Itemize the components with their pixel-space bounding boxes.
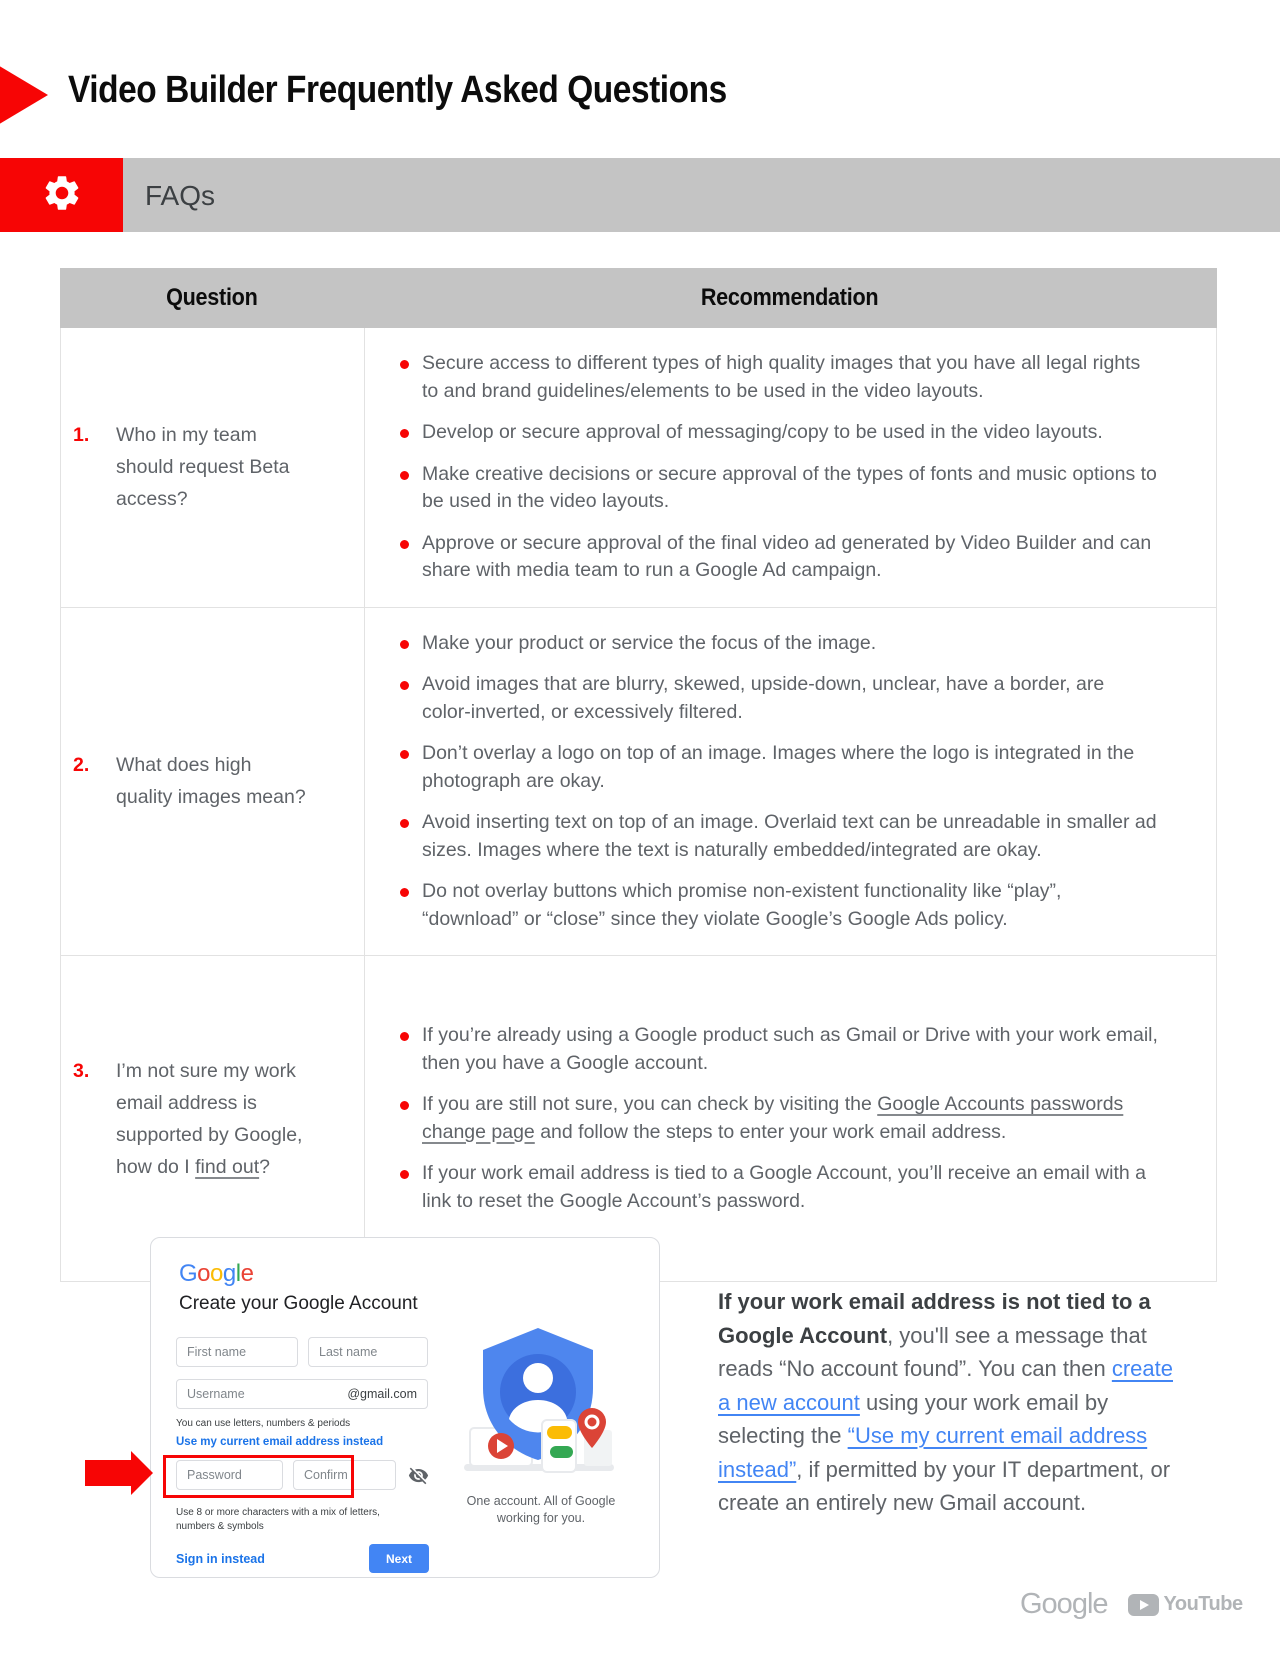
footer-logos [1020,1588,1243,1621]
gmail-domain-suffix: @gmail.com [347,1387,417,1401]
question-cell [61,608,364,956]
recommendation-bullet [400,809,1158,864]
bullet-text [422,1022,1158,1077]
text-segment: Do not overlay buttons which promise non-existent functionality like “play”, “download” or “close” since they violate Google’s Google Ads policy. [422,880,1062,930]
question-cell [61,956,364,1281]
bullet-text [422,1091,1158,1146]
recommendation-bullet [400,530,1158,585]
bullet-dot-icon [400,540,409,549]
text-segment: using your work email by selecting the [718,1389,1109,1448]
username-help-text: You can use letters, numbers & periods [176,1418,351,1429]
logo-letter: e [240,1260,254,1287]
recommendation-bullet [400,461,1158,516]
shield-account-illustration [446,1326,631,1481]
recommendation-cell [364,608,1216,956]
bullet-text [422,461,1158,516]
youtube-logo [1128,1593,1243,1616]
bullet-dot-icon [400,819,409,828]
logo-letter: l [235,1260,241,1287]
bullet-text [422,809,1158,864]
faq-row [61,328,1216,607]
use-current-email-link: Use my current email address instead [176,1436,384,1448]
section-label: FAQs [145,180,216,211]
last-name-field: Last name [308,1337,428,1367]
logo-letter: o [197,1260,211,1287]
bullet-dot-icon [400,429,409,438]
text-segment: Avoid images that are blurry, skewed, upside-down, unclear, have a border, are color-inverted, or excessively filtered. [422,673,1105,723]
bullet-text [422,740,1158,795]
recommendation-bullet [400,1091,1158,1146]
text-segment: , you'll see a message that reads “No account found”. You can then [718,1322,1147,1381]
text-segment: Who in my team should request Beta access? [116,424,290,511]
google-logo [179,1260,253,1288]
text-segment: Approve or secure approval of the final video ad generated by Video Builder and can share with media team to run a Google Ad campaign. [422,531,1152,581]
confirm-password-field: Confirm [293,1460,396,1490]
question-text [116,749,311,813]
bullet-text [422,671,1158,726]
next-button: Next [369,1544,429,1573]
bullet-dot-icon [400,471,409,480]
visibility-off-icon [408,1465,429,1486]
password-help-text: Use 8 or more characters with a mix of letters, numbers & symbols [176,1507,380,1532]
recommendation-column-header: Recommendation [701,284,879,311]
bullet-dot-icon [400,888,409,897]
inline-link[interactable]: create a new account [718,1356,1173,1415]
question-text [116,1055,311,1183]
text-segment: ? [259,1155,270,1178]
inline-link[interactable]: Google Accounts passwords change page [422,1093,1124,1143]
text-segment: I’m not sure my work email address is supported by Google, how do I [116,1059,303,1178]
faq-table [60,268,1217,1282]
bullet-dot-icon [400,1101,409,1110]
recommendation-bullet [400,1022,1158,1077]
text-segment: and follow the steps to enter your work email address. [534,1120,1007,1143]
illustration-caption: One account. All of Google working for you. [466,1494,616,1525]
question-number: 3. [73,1059,90,1082]
google-signup-screenshot [150,1237,660,1578]
google-wordmark: Google [1020,1588,1108,1620]
youtube-play-icon [1128,1594,1159,1616]
recommendation-cell [364,956,1216,1281]
recommendation-bullet [400,878,1158,933]
bullet-dot-icon [400,640,409,649]
youtube-wordmark: YouTube [1163,1593,1243,1615]
bullet-text [422,530,1158,585]
bullet-dot-icon [400,360,409,369]
sign-in-instead-link: Sign in instead [176,1552,265,1566]
gear-icon [41,172,83,219]
recommendation-bullet [400,630,1158,658]
question-column-header: Question [165,284,258,311]
bullet-text [422,419,1103,447]
logo-letter: o [210,1260,223,1287]
bullet-dot-icon [400,681,409,690]
password-highlight-box [163,1455,354,1498]
bullet-text [422,878,1158,933]
text-segment: Make creative decisions or secure approval of the types of fonts and music options to be used in the video layouts. [422,462,1157,512]
red-arrow-decoration-icon [0,64,48,126]
text-segment: If your work email address is not tied to a Google Account [718,1289,1151,1348]
question-number: 1. [73,424,90,447]
inline-link[interactable]: find out [195,1155,260,1178]
text-segment: Make your product or service the focus of the image. [422,631,877,654]
logo-letter: G [179,1260,198,1287]
text-segment: Secure access to different types of high quality images that you have all legal rights to and brand guidelines/elements to be used in the video layouts. [422,352,1141,402]
text-segment: , if permitted by your IT department, or create an entirely new Gmail account. [718,1456,1171,1515]
inline-link[interactable]: “Use my current email address instead” [718,1423,1148,1482]
text-segment: What does high quality images mean? [116,754,306,809]
password-field: Password [176,1460,283,1490]
section-bar [0,158,1280,232]
annotation-arrow-icon [85,1451,153,1495]
recommendation-cell [364,328,1216,607]
text-segment: Develop or secure approval of messaging/copy to be used in the video layouts. [422,421,1103,443]
bullet-dot-icon [400,1032,409,1041]
bullet-text [422,630,876,658]
first-name-field: First name [176,1337,298,1367]
text-segment: If your work email address is tied to a Google Account, you’ll receive an email with a link to reset the Google Account’s password. [422,1162,1147,1212]
question-cell [61,328,364,607]
bullet-text [422,1160,1158,1215]
bullet-dot-icon [400,750,409,759]
aside-paragraph [718,1285,1186,1520]
faq-table-header [60,268,1217,328]
bullet-dot-icon [400,1170,409,1179]
username-field: Username @gmail.com [176,1379,428,1409]
recommendation-bullet [400,671,1158,726]
faq-table-body [60,328,1217,1282]
bullet-text [422,350,1158,405]
text-segment: If you’re already using a Google product such as Gmail or Drive with your work email, then you have a Google account. [422,1024,1158,1074]
recommendation-bullet [400,419,1158,447]
gear-icon-box [0,158,123,232]
recommendation-bullet [400,1160,1158,1215]
page-title: Video Builder Frequently Asked Questions [68,69,727,111]
faq-row [61,955,1216,1281]
faq-row [61,607,1216,956]
text-segment: Avoid inserting text on top of an image. Overlaid text can be unreadable in smaller ad sizes. Images where the text is naturally embedded/integrated are okay. [422,811,1157,861]
text-segment: Don’t overlay a logo on top of an image. Images where the logo is integrated in the photograph are okay. [422,742,1135,792]
recommendation-bullet [400,740,1158,795]
signup-heading: Create your Google Account [179,1293,418,1314]
question-text [116,419,311,515]
logo-letter: g [222,1260,236,1287]
recommendation-bullet [400,350,1158,405]
text-segment: If you are still not sure, you can check by visiting the [422,1093,878,1115]
question-number: 2. [73,754,90,777]
